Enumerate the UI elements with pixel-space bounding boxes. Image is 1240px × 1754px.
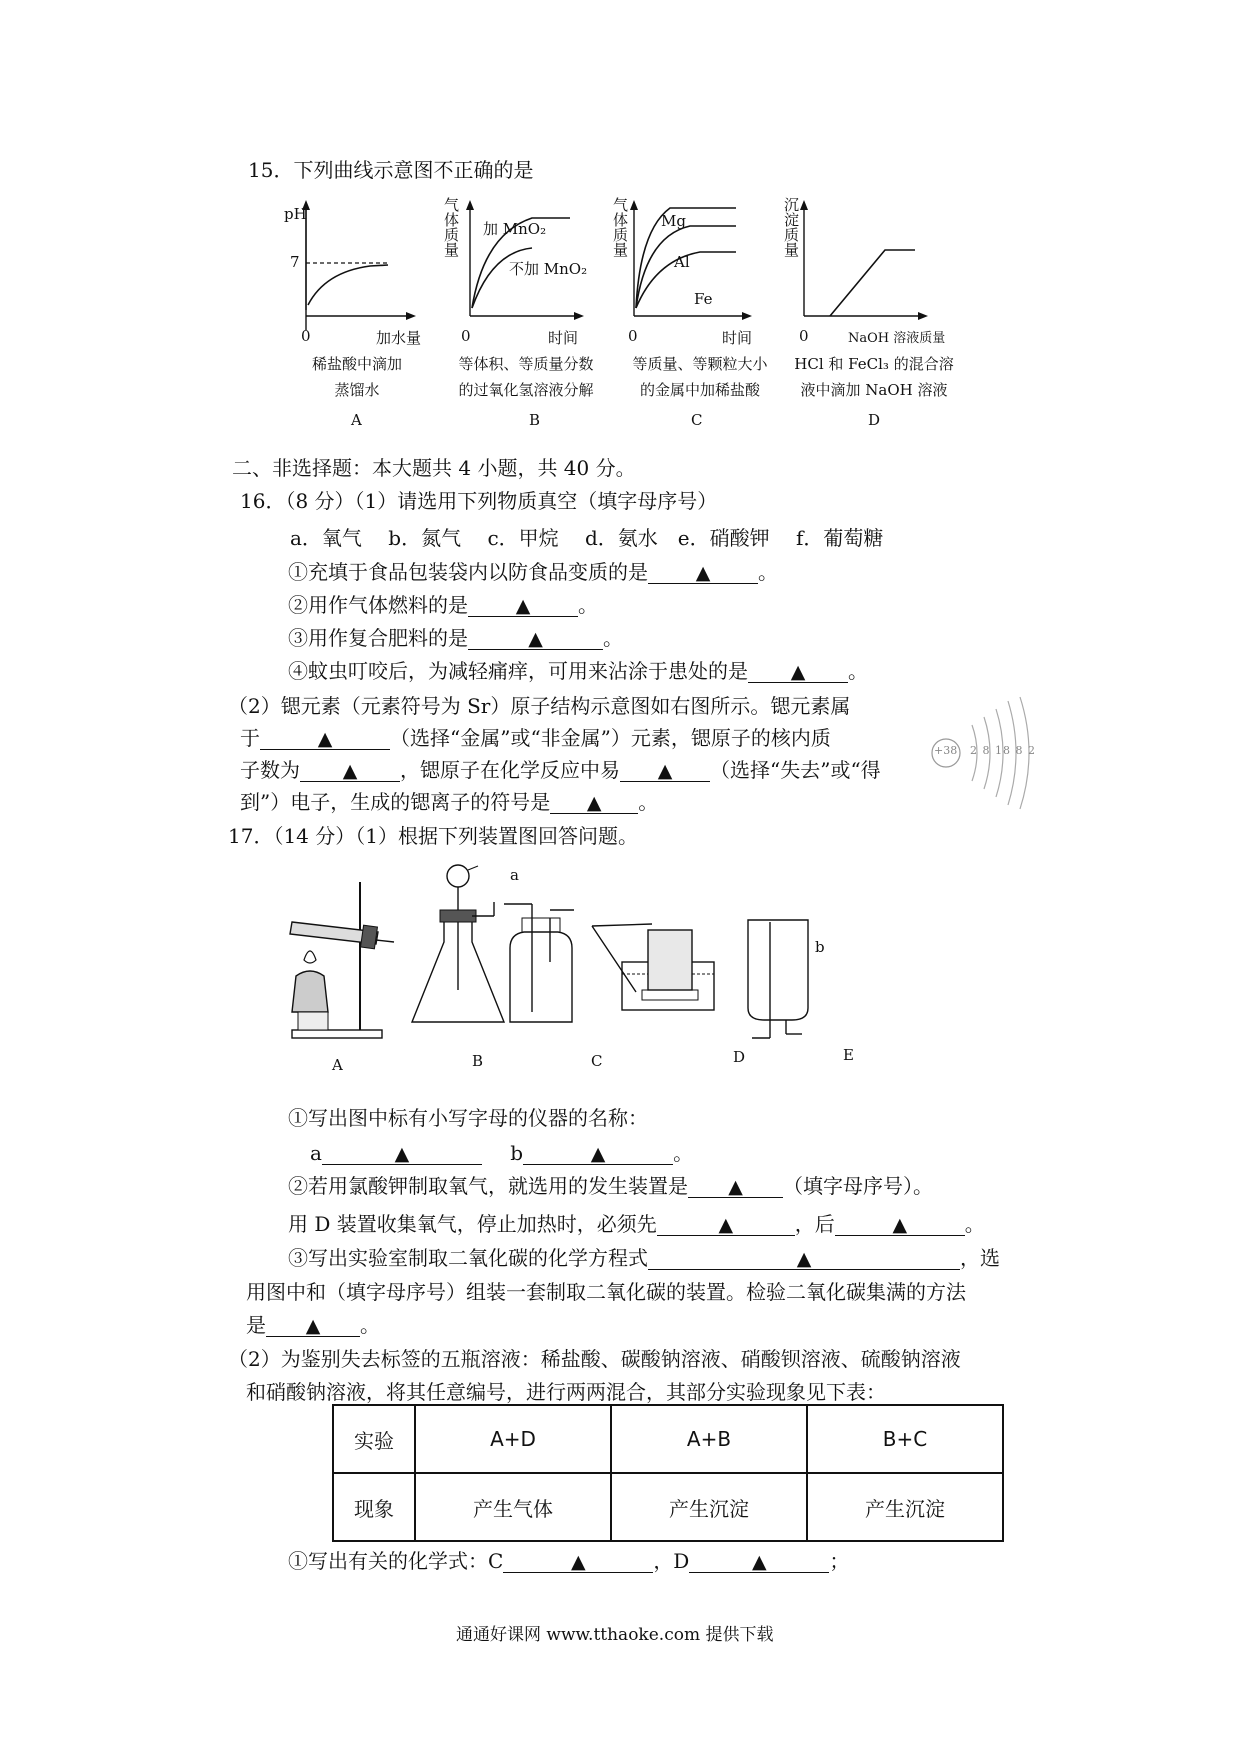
- graph-d: [800, 200, 928, 320]
- table-cell: B+C: [807, 1405, 1003, 1473]
- page-footer: 通通好课网 www.tthaoke.com 提供下载: [456, 1625, 774, 1645]
- answer-blank[interactable]: ▲: [835, 1213, 965, 1236]
- graph-c-origin: 0: [628, 327, 638, 345]
- table-cell: 产生沉淀: [611, 1473, 807, 1541]
- q17-intro: 17．（14 分）（1）根据下列装置图回答问题。: [228, 824, 638, 848]
- marker-a: a: [510, 866, 519, 884]
- answer-blank[interactable]: ▲: [266, 1314, 360, 1337]
- graph-b-xlabel: 时间: [548, 329, 579, 347]
- answer-blank[interactable]: ▲: [688, 1175, 783, 1198]
- graph-a-origin: 0: [301, 327, 311, 345]
- answer-blank[interactable]: ▲: [322, 1142, 482, 1165]
- graph-b-origin: 0: [461, 327, 471, 345]
- graph-c: [630, 200, 752, 320]
- q17-part2-line1: （2）为鉴别失去标签的五瓶溶液：稀盐酸、碳酸钠溶液、硝酸钡溶液、硫酸钠溶液: [228, 1347, 961, 1371]
- graph-c-xlabel: 时间: [722, 329, 753, 347]
- q17-part2-line2: 和硝酸钠溶液，将其任意编号，进行两两混合，其部分实验现象见下表：: [246, 1380, 886, 1404]
- answer-blank[interactable]: ▲: [550, 791, 638, 814]
- apparatus-label-d: D: [733, 1048, 746, 1066]
- answer-blank[interactable]: ▲: [620, 759, 710, 782]
- graph-a: [302, 200, 416, 330]
- q17-last-item: ①写出有关的化学式：C ▲ ，D ▲ ；: [288, 1549, 850, 1573]
- table-cell: 产生气体: [415, 1473, 611, 1541]
- q17-item3-end: 是 ▲ 。: [246, 1313, 380, 1337]
- q16-item1: ①充填于食品包装袋内以防食品变质的是 ▲ 。: [288, 560, 778, 584]
- graph-d-xlabel: NaOH 溶液质量: [848, 331, 946, 346]
- table-cell: 产生沉淀: [807, 1473, 1003, 1541]
- table-cell: 现象: [333, 1473, 415, 1541]
- graph-d-letter: D: [868, 411, 881, 429]
- marker-b: b: [815, 938, 825, 956]
- graph-a-ymark: 7: [290, 253, 300, 271]
- q17-item1: ①写出图中标有小写字母的仪器的名称：: [288, 1106, 648, 1130]
- answer-blank[interactable]: ▲: [748, 660, 848, 683]
- answer-blank[interactable]: ▲: [657, 1213, 795, 1236]
- graph-d-ylabel: 沉淀质量: [784, 196, 800, 259]
- graph-d-caption: HCl 和 FeCl₃ 的混合溶 液中滴加 NaOH 溶液: [794, 355, 954, 399]
- graph-b-ylabel: 气体质量: [444, 196, 460, 259]
- graph-b-curve2: 不加 MnO₂: [509, 260, 588, 278]
- graph-c-mg: Mg: [661, 212, 686, 230]
- answer-blank[interactable]: ▲: [260, 727, 390, 750]
- q16-part2-line3: 子数为 ▲ ，锶原子在化学反应中易 ▲ （选择“失去”或“得: [240, 758, 881, 782]
- apparatus-label-c: C: [591, 1052, 603, 1070]
- apparatus-label-a: A: [332, 1056, 343, 1074]
- answer-blank[interactable]: ▲: [300, 759, 400, 782]
- apparatus-label-e: E: [843, 1046, 854, 1064]
- answer-blank[interactable]: ▲: [648, 561, 758, 584]
- apparatus-e: [748, 920, 808, 1038]
- q16-options: a．氧气 b．氮气 c．甲烷 d．氨水 e．硝酸钾 f．葡萄糖: [290, 526, 884, 550]
- table-row: [333, 1405, 1003, 1473]
- answer-blank[interactable]: ▲: [648, 1247, 960, 1270]
- q17-item1-blanks: a ▲ b ▲ 。: [310, 1141, 694, 1165]
- apparatus-d: [592, 924, 714, 1010]
- answer-blank[interactable]: ▲: [523, 1142, 673, 1165]
- table-cell: A+D: [415, 1405, 611, 1473]
- graph-c-letter: C: [691, 411, 703, 429]
- q16-item3: ③用作复合肥料的是 ▲ 。: [288, 626, 623, 650]
- q16-item4: ④蚊虫叮咬后，为减轻痛痒，可用来沾涂于患处的是 ▲ 。: [288, 659, 868, 683]
- graph-c-ylabel: 气体质量: [613, 196, 629, 259]
- answer-blank[interactable]: ▲: [468, 627, 603, 650]
- table-row: [333, 1473, 1003, 1541]
- graph-b-curve1: 加 MnO₂: [483, 220, 547, 238]
- q16-item2: ②用作气体燃料的是 ▲ 。: [288, 593, 598, 617]
- sr-nucleus: +38: [934, 744, 958, 757]
- apparatus-b: [412, 865, 504, 1022]
- q17-item3: ③写出实验室制取二氧化碳的化学方程式 ▲ ，选: [288, 1246, 1000, 1270]
- q17-item2: ②若用氯酸钾制取氧气，就选用的发生装置是 ▲ （填字母序号）。: [288, 1174, 933, 1198]
- graph-b-letter: B: [529, 411, 541, 429]
- graph-b-caption: 等体积、等质量分数 的过氧化氢溶液分解: [458, 355, 594, 399]
- graph-d-origin: 0: [799, 327, 809, 345]
- experiment-table: [332, 1404, 1004, 1542]
- sr-shells: 2 8 18 8 2: [970, 744, 1036, 757]
- table-cell: 实验: [333, 1405, 415, 1473]
- graph-a-xlabel: 加水量: [376, 329, 422, 347]
- apparatus-a: [290, 882, 394, 1038]
- q16-part2-line1: （2）锶元素（元素符号为 Sr）原子结构示意图如右图所示。锶元素属: [228, 694, 851, 718]
- q17-item3-cont: 用图中和（填字母序号）组装一套制取二氧化碳的装置。检验二氧化碳集满的方法: [246, 1280, 966, 1304]
- q16-part2-line4: 到”）电子，生成的锶离子的符号是 ▲ 。: [240, 790, 659, 814]
- apparatus-label-b: B: [472, 1052, 484, 1070]
- q16-part2-line2: 于 ▲ （选择“金属”或“非金属”）元素，锶原子的核内质: [240, 726, 831, 750]
- q15-stem: 15．下列曲线示意图不正确的是: [248, 158, 534, 182]
- graph-a-ylabel: pH: [284, 205, 307, 223]
- answer-blank[interactable]: ▲: [689, 1550, 829, 1573]
- apparatus-c: [504, 904, 574, 1022]
- graph-c-al: Al: [674, 253, 690, 271]
- table-cell: A+B: [611, 1405, 807, 1473]
- graph-c-fe: Fe: [694, 290, 713, 308]
- graph-c-caption: 等质量、等颗粒大小 的金属中加稀盐酸: [632, 355, 768, 399]
- section2-heading: 二、非选择题：本大题共 4 小题，共 40 分。: [232, 456, 636, 480]
- apparatus-figure: [282, 862, 932, 1062]
- graph-a-caption: 稀盐酸中滴加 蒸馏水: [311, 355, 402, 399]
- q16-intro: 16．（8 分）（1）请选用下列物质真空（填字母序号）: [240, 489, 718, 513]
- graph-a-letter: A: [351, 411, 362, 429]
- answer-blank[interactable]: ▲: [468, 594, 578, 617]
- answer-blank[interactable]: ▲: [503, 1550, 653, 1573]
- q17-item2-cont: 用 D 装置收集氧气，停止加热时，必须先 ▲ ，后 ▲ 。: [288, 1212, 985, 1236]
